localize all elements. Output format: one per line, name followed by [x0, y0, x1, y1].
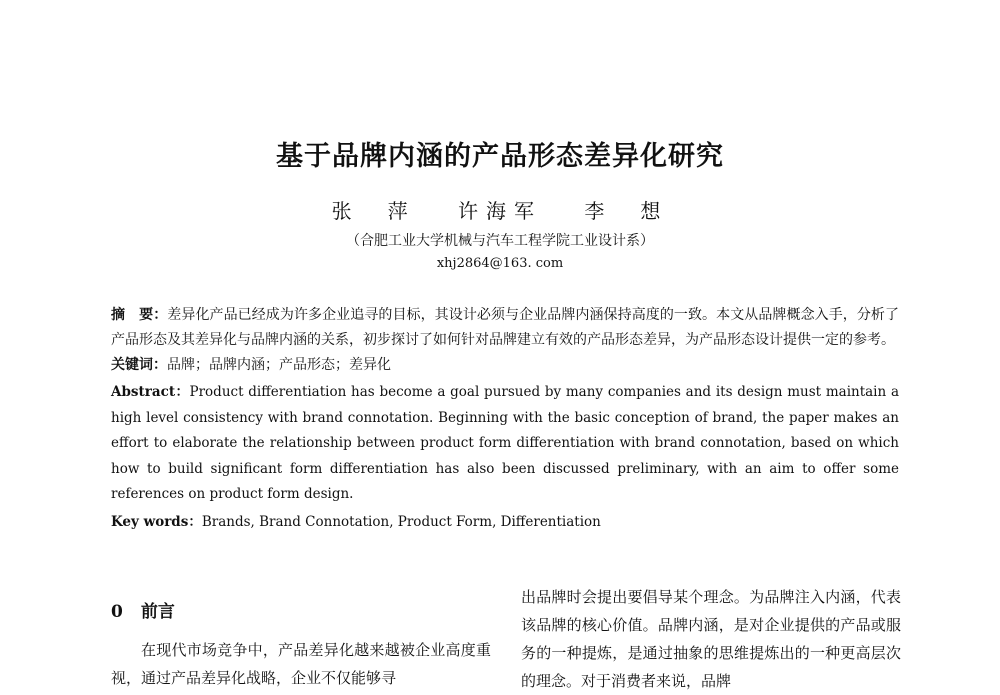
section-title: 前言 [140, 602, 175, 622]
abstract-block [111, 303, 899, 535]
paper-title: 基于品牌内涵的产品形态差异化研究 [276, 141, 724, 172]
abstract-en-label: Abstract： [111, 384, 190, 400]
affiliation: （合肥工业大学机械与汽车工程学院工业设计系） [346, 233, 654, 249]
body-column-right [521, 583, 901, 695]
keywords-cn-label: 关键词： [111, 357, 167, 373]
keywords-en-text: Brands, Brand Connotation, Product Form, Differentiation [201, 513, 601, 530]
keywords-cn [111, 353, 899, 378]
body-column-left [111, 597, 491, 692]
section-heading [111, 597, 491, 622]
keywords-en-label: Key words： [111, 513, 202, 530]
author-list [0, 195, 1000, 224]
abstract-cn-label: 摘 要： [111, 307, 168, 323]
keywords-cn-text: 品牌；品牌内涵；产品形态；差异化 [167, 357, 391, 373]
abstract-cn [111, 303, 899, 353]
section-number: 0 [111, 602, 123, 622]
author-name: 李 想 [584, 199, 669, 223]
abstract-cn-text: 差异化产品已经成为许多企业追寻的目标，其设计必须与企业品牌内涵保持高度的一致。本文从品牌概念入手，分析了产品形态及其差异化与品牌内涵的关系，初步探讨了如何针对品牌建立有效的产品形态差异，为产品形态设计提供一定的参考。 [111, 307, 900, 348]
abstract-en [111, 380, 899, 508]
author-name: 张 萍 [331, 199, 416, 223]
body-paragraph: 出品牌时会提出要倡导某个理念。为品牌注入内涵，代表该品牌的核心价值。品牌内涵，是对企业提供的产品或服务的一种提炼，是通过抽象的思维提炼出的一种更高层次的理念。对于消费者来说，品牌 [521, 588, 901, 690]
author-name: 许海军 [458, 199, 542, 223]
body-paragraph: 在现代市场竞争中，产品差异化越来越被企业高度重视，通过产品差异化战略，企业不仅能够寻 [111, 641, 491, 687]
author-email: xhj2864@163. com [436, 256, 564, 271]
keywords-en [111, 510, 899, 535]
abstract-en-text: Product differentiation has become a goal pursued by many companies and its design must maintain a high level consistency with brand connotation. Beginning with the basic conception of brand, the paper makes an effort to elaborate the relationship between product form differentiation with brand connotation, based on which how to build significant form differentiation has also been discussed preliminary, with an aim to offer some references on product form design. [111, 384, 899, 503]
